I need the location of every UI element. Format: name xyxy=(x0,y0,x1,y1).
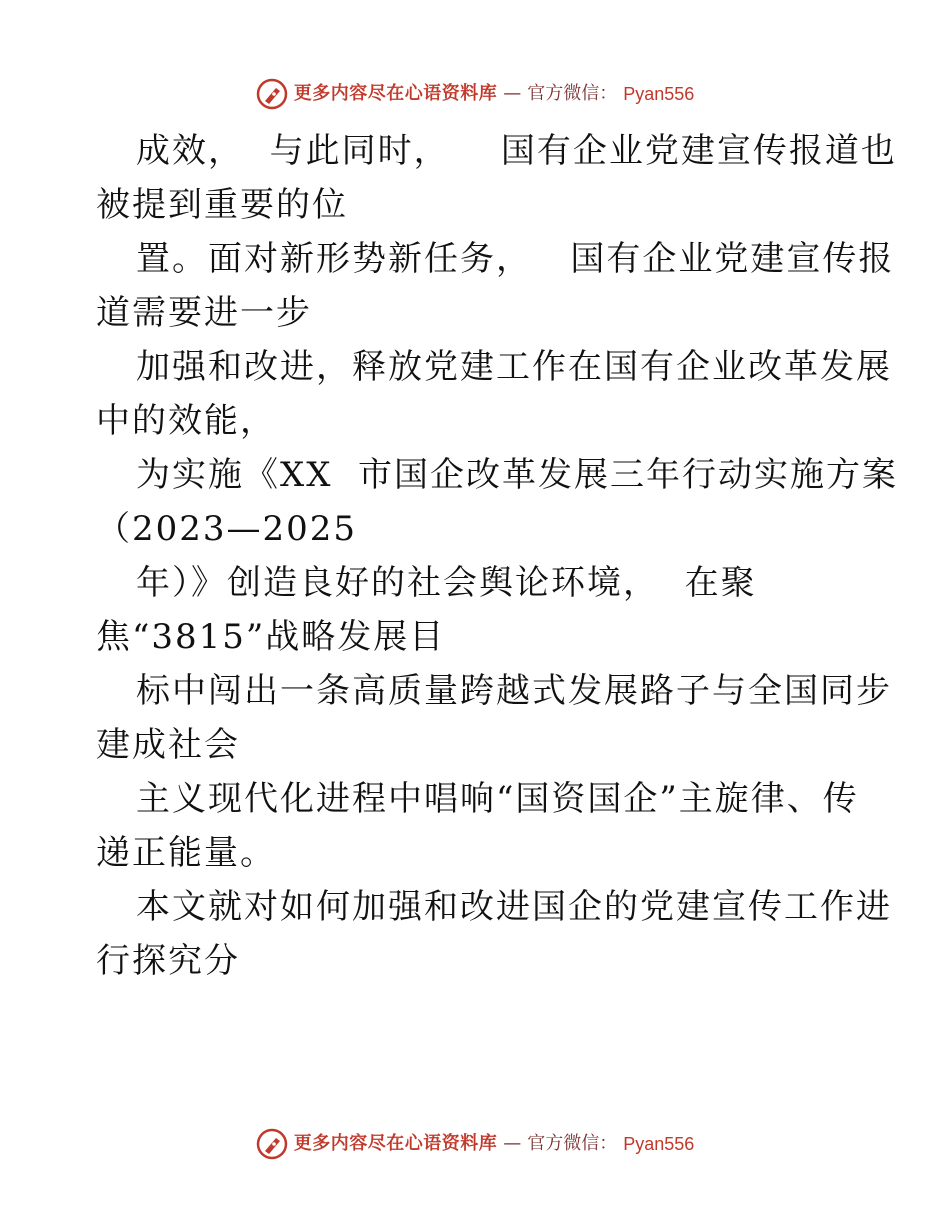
watermark-wechat-id: Pyan556 xyxy=(623,1134,695,1154)
footer-watermark xyxy=(0,1128,950,1160)
body-line: 加强和改进，释放党建工作在国有企业改革发展 xyxy=(136,347,892,387)
body-line: 被提到重要的位 xyxy=(96,185,348,225)
watermark-brand: 更多内容尽在心语资料库 xyxy=(293,1133,498,1154)
body-line: 为实施《XX 市国企改革发展三年行动实施方案 xyxy=(136,455,899,495)
body-line: 本文就对如何加强和改进国企的党建宣传工作进 xyxy=(136,887,892,927)
body-line: 中的效能， xyxy=(96,401,276,441)
header-watermark xyxy=(0,78,950,110)
document-body xyxy=(96,124,899,988)
body-line: 主义现代化进程中唱响“国资国企”主旋律、传 xyxy=(136,779,859,819)
body-line: 递正能量。 xyxy=(96,833,276,873)
watermark-wechat-label: 官方微信： xyxy=(527,83,618,104)
body-line: 焦“3815”战略发展目 xyxy=(96,617,446,657)
pen-nib-logo-icon xyxy=(256,78,288,110)
body-line: 成效， 与此同时， 国有企业党建宣传报道也 xyxy=(136,131,897,171)
body-line: 行探究分 xyxy=(96,941,240,981)
body-line: 标中闯出一条高质量跨越式发展路子与全国同步 xyxy=(136,671,892,711)
watermark-brand: 更多内容尽在心语资料库 xyxy=(293,83,498,104)
watermark-separator: — xyxy=(503,1133,522,1154)
pen-nib-logo-icon xyxy=(256,1128,288,1160)
body-line: （2023—2025 xyxy=(96,509,358,549)
watermark-separator: — xyxy=(503,83,522,104)
body-line: 置。面对新形势新任务， 国有企业党建宣传报 xyxy=(136,239,895,279)
watermark-wechat-label: 官方微信： xyxy=(527,1133,618,1154)
body-line: 年）》创造良好的社会舆论环境， 在聚 xyxy=(136,563,757,603)
body-line: 道需要进一步 xyxy=(96,293,312,333)
watermark-wechat-id: Pyan556 xyxy=(623,84,695,104)
body-line: 建成社会 xyxy=(96,725,240,765)
